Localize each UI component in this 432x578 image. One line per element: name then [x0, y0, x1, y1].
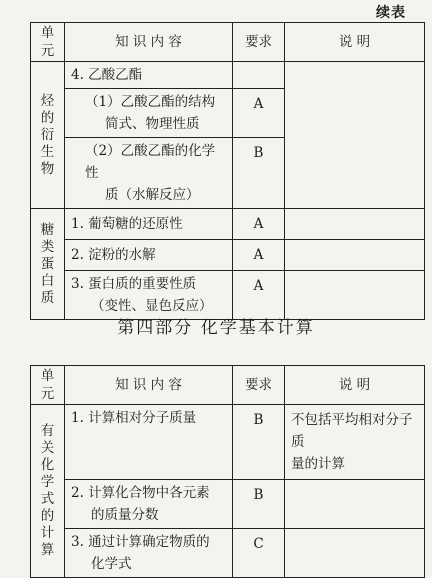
unit-cell: 有关化学式的计算	[31, 405, 65, 578]
requirement-cell: C	[233, 529, 285, 578]
content-line: 2. 计算化合物中各元素	[71, 485, 210, 501]
header-description: 说 明	[285, 23, 425, 62]
description-cell	[285, 240, 425, 271]
header-content: 知 识 内 容	[65, 23, 233, 62]
table-row	[31, 209, 425, 240]
content-line: 3. 通过计算确定物质的	[71, 534, 210, 550]
content-line: 3. 蛋白质的重要性质	[71, 276, 197, 292]
requirement-cell: B	[233, 138, 285, 209]
unit-cell: 糖类 蛋白质	[31, 209, 65, 320]
content-cell: 2. 淀粉的水解	[65, 240, 233, 271]
header-unit: 单元	[31, 23, 65, 62]
requirement-cell: B	[233, 480, 285, 529]
requirement-cell: A	[233, 209, 285, 240]
content-line: 简式、物理性质	[105, 116, 200, 132]
description-cell	[285, 62, 425, 209]
description-cell	[285, 529, 425, 578]
unit-cell: 烃的衍生物	[31, 62, 65, 209]
header-requirement: 要求	[233, 366, 285, 405]
content-cell	[65, 529, 233, 578]
description-line: 量的计算	[291, 456, 345, 472]
content-cell	[65, 138, 233, 209]
header-requirement: 要求	[233, 23, 285, 62]
table-row	[31, 240, 425, 271]
content-cell: 1. 计算相对分子质量	[65, 405, 233, 480]
content-cell: 4. 乙酸乙酯	[65, 62, 233, 89]
requirement-cell	[233, 62, 285, 89]
content-line: （1）乙酸乙酯的结构	[85, 94, 216, 110]
continued-label: 续表	[376, 5, 406, 21]
description-cell	[285, 405, 425, 480]
requirement-cell: A	[233, 240, 285, 271]
table-row	[31, 529, 425, 578]
requirement-cell: B	[233, 405, 285, 480]
table-header-row	[31, 366, 425, 405]
content-line: （2）乙酸乙酯的化学性	[85, 143, 216, 181]
content-cell: 1. 葡萄糖的还原性	[65, 209, 233, 240]
description-cell	[285, 209, 425, 240]
table-row	[31, 480, 425, 529]
description-line: 不包括平均相对分子质	[291, 412, 413, 450]
table-row	[31, 62, 425, 89]
section-title: 第四部分 化学基本计算	[117, 318, 315, 338]
header-description: 说 明	[285, 366, 425, 405]
content-cell	[65, 89, 233, 138]
header-content: 知 识 内 容	[65, 366, 233, 405]
table-header-row	[31, 23, 425, 62]
content-line: 的质量分数	[91, 507, 159, 523]
content-line: 化学式	[91, 556, 132, 572]
content-cell	[65, 480, 233, 529]
content-line: （变性、显色反应）	[91, 298, 213, 314]
content-line: 质（水解反应）	[105, 187, 200, 203]
table-row	[31, 405, 425, 480]
header-unit: 单元	[31, 366, 65, 405]
requirement-cell: A	[233, 89, 285, 138]
knowledge-table-1	[30, 22, 425, 320]
requirement-cell: A	[233, 271, 285, 320]
description-cell	[285, 480, 425, 529]
knowledge-table-2	[30, 365, 425, 578]
